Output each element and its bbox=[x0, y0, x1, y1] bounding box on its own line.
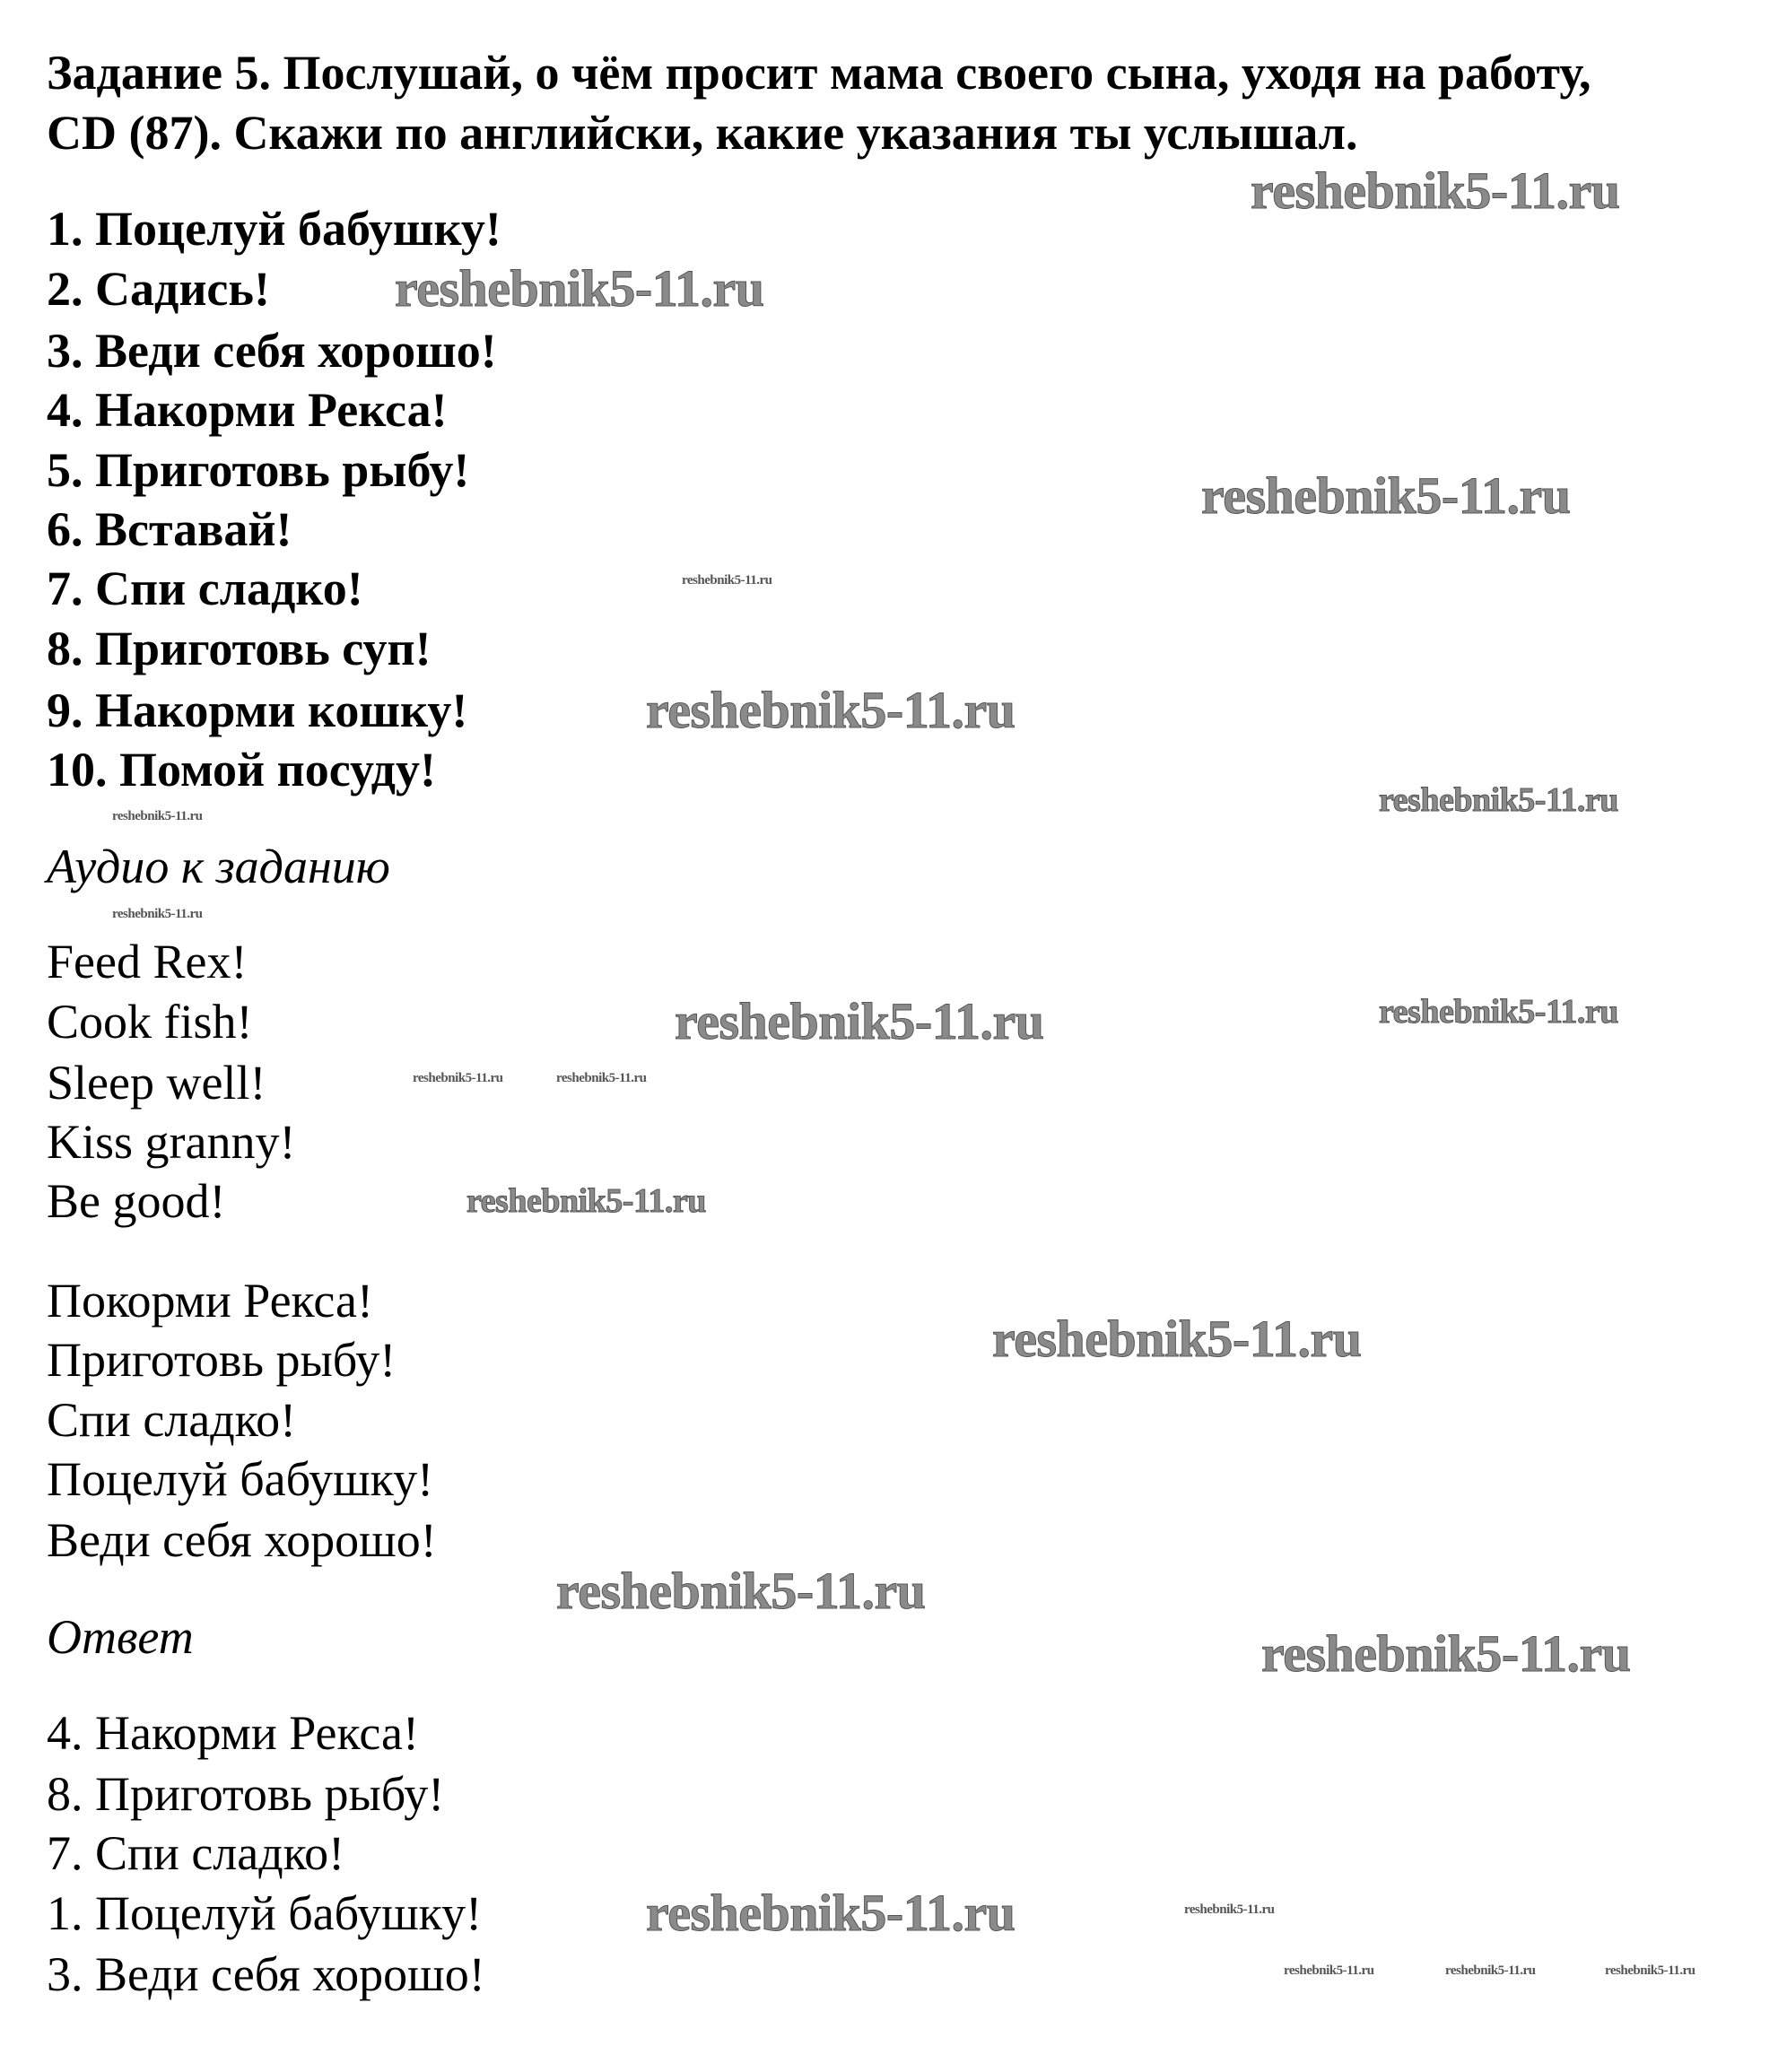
task-item: 7. Спи сладко! bbox=[47, 562, 363, 615]
audio-line: Sleep well! bbox=[47, 1056, 266, 1110]
audio-translation-line: Поцелуй бабушку! bbox=[47, 1452, 434, 1506]
watermark: reshebnik5-11.ru bbox=[556, 1562, 926, 1620]
task-title-line-2: CD (87). Скажи по английски, какие указания ты услышал. bbox=[47, 106, 1358, 160]
watermark: reshebnik5-11.ru bbox=[1284, 1963, 1374, 1978]
watermark: reshebnik5-11.ru bbox=[1445, 1963, 1536, 1978]
task-title-line-1: Задание 5. Послушай, о чём просит мама своего сына, уходя на работу, bbox=[47, 46, 1591, 100]
watermark: reshebnik5-11.ru bbox=[1201, 466, 1571, 525]
watermark: reshebnik5-11.ru bbox=[992, 1310, 1362, 1368]
watermark: reshebnik5-11.ru bbox=[413, 1071, 503, 1085]
audio-translation-line: Покорми Рекса! bbox=[47, 1274, 373, 1328]
watermark: reshebnik5-11.ru bbox=[556, 1071, 647, 1085]
watermark: reshebnik5-11.ru bbox=[112, 809, 203, 823]
task-item: 4. Накорми Рекса! bbox=[47, 383, 448, 437]
answer-item: 3. Веди себя хорошо! bbox=[47, 1947, 485, 2001]
watermark: reshebnik5-11.ru bbox=[646, 681, 1016, 739]
watermark: reshebnik5-11.ru bbox=[646, 1884, 1016, 1942]
task-item: 3. Веди себя хорошо! bbox=[47, 324, 497, 378]
audio-translation-line: Спи сладко! bbox=[47, 1393, 297, 1447]
answer-item: 8. Приготовь рыбу! bbox=[47, 1767, 445, 1821]
audio-line: Feed Rex! bbox=[47, 935, 248, 988]
watermark: reshebnik5-11.ru bbox=[1251, 161, 1620, 220]
watermark: reshebnik5-11.ru bbox=[395, 259, 764, 318]
task-item: 5. Приготовь рыбу! bbox=[47, 443, 470, 497]
audio-line: Cook fish! bbox=[47, 995, 253, 1049]
watermark: reshebnik5-11.ru bbox=[1379, 993, 1618, 1031]
task-item: 6. Вставай! bbox=[47, 502, 292, 556]
watermark: reshebnik5-11.ru bbox=[1605, 1963, 1695, 1978]
answer-item: 1. Поцелуй бабушку! bbox=[47, 1886, 483, 1940]
watermark: reshebnik5-11.ru bbox=[1261, 1624, 1631, 1683]
audio-line: Kiss granny! bbox=[47, 1115, 296, 1169]
answer-heading: Ответ bbox=[47, 1610, 194, 1664]
watermark: reshebnik5-11.ru bbox=[682, 573, 772, 588]
task-item: 2. Садись! bbox=[47, 262, 270, 316]
answer-item: 4. Накорми Рекса! bbox=[47, 1706, 419, 1760]
task-item: 8. Приготовь суп! bbox=[47, 622, 431, 675]
watermark: reshebnik5-11.ru bbox=[675, 992, 1044, 1050]
audio-heading: Аудио к заданию bbox=[47, 840, 390, 893]
answer-item: 7. Спи сладко! bbox=[47, 1826, 345, 1880]
watermark: reshebnik5-11.ru bbox=[1184, 1902, 1275, 1917]
task-item: 9. Накорми кошку! bbox=[47, 683, 468, 737]
watermark: reshebnik5-11.ru bbox=[112, 907, 203, 921]
task-item: 10. Помой посуду! bbox=[47, 743, 436, 797]
audio-translation-line: Приготовь рыбу! bbox=[47, 1333, 397, 1387]
watermark: reshebnik5-11.ru bbox=[1379, 781, 1618, 819]
audio-line: Be good! bbox=[47, 1174, 226, 1228]
watermark: reshebnik5-11.ru bbox=[466, 1182, 706, 1220]
task-item: 1. Поцелуй бабушку! bbox=[47, 202, 501, 256]
audio-translation-line: Веди себя хорошо! bbox=[47, 1513, 437, 1567]
